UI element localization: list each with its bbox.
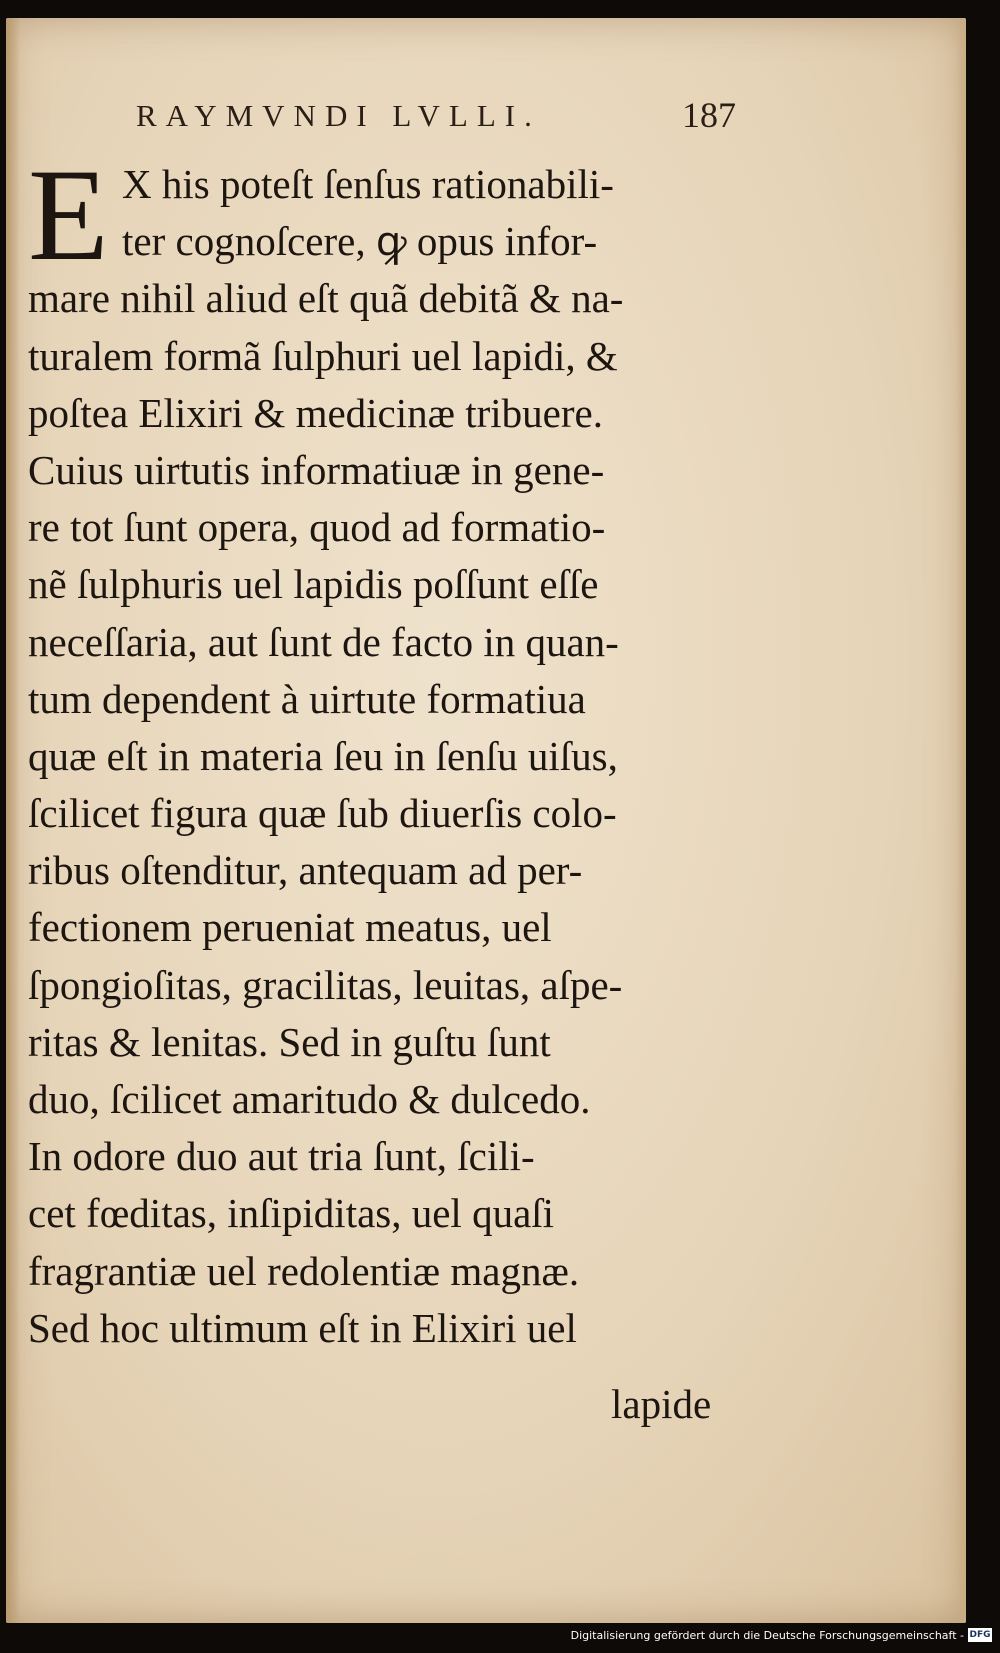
text-line: duo, ſcilicet amaritudo & dulcedo. [28, 1076, 591, 1122]
dfg-logo: DFG [969, 1630, 991, 1640]
text-line: neceſſaria, aut ſunt de facto in quan- [28, 618, 619, 665]
text-line: tum dependent à uirtute formatiua [28, 675, 586, 722]
text-line: ſpongioſitas, gracilitas, leuitas, aſpe- [28, 961, 623, 1008]
text-line: ribus oſtenditur, antequam ad per- [28, 847, 583, 894]
digitization-credit: Digitalisierung gefördert durch die Deutsche Forschungsgemeinschaft - [570, 1629, 964, 1642]
text-line: ritas & lenitas. Sed in guſtu ſunt [28, 1018, 551, 1065]
text-line: mare nihil aliud eſt quã debitã & na- [28, 275, 624, 322]
page-gutter-shadow [6, 18, 20, 1623]
text-line: cet fœditas, inſipiditas, uel quaſi [28, 1190, 555, 1237]
text-line: fectionem perueniat meatus, uel [28, 904, 552, 951]
text-line: ſcilicet figura quæ ſub diuerſis colo- [28, 790, 617, 837]
catchword: lapide [611, 1381, 712, 1427]
text-line: Sed hoc ultimum eſt in Elixiri uel [28, 1304, 577, 1351]
page-number: 187 [682, 95, 736, 135]
text-line: quæ eſt in materia ſeu in ſenſu uiſus, [28, 732, 618, 779]
text-line: In odore duo aut tria ſunt, ſcili- [28, 1133, 535, 1180]
text-line: nẽ ſulphuris uel lapidis poſſunt eſſe [28, 561, 599, 608]
running-head: RAYMVNDI LVLLI. [136, 98, 541, 133]
text-line: re tot ſunt opera, quod ad formatio- [28, 504, 606, 551]
text-line: Cuius uirtutis informatiuæ in gene- [28, 446, 605, 493]
text-line: turalem formã ſulphuri uel lapidi, & [28, 332, 618, 379]
page-header [136, 95, 736, 150]
text-line: ter cognoſcere, ꝙ opus infor- [122, 218, 598, 265]
book-page [6, 18, 966, 1623]
page-edge-shadow [956, 18, 966, 1623]
body-text [28, 141, 728, 1357]
text-line: fragrantiæ uel redolentiæ magnæ. [28, 1247, 580, 1294]
text-line: poſtea Elixiri & medicinæ tribuere. [28, 389, 603, 436]
drop-cap: E [28, 141, 109, 288]
text-line: X his poteſt ſenſus rationabili- [122, 161, 614, 207]
